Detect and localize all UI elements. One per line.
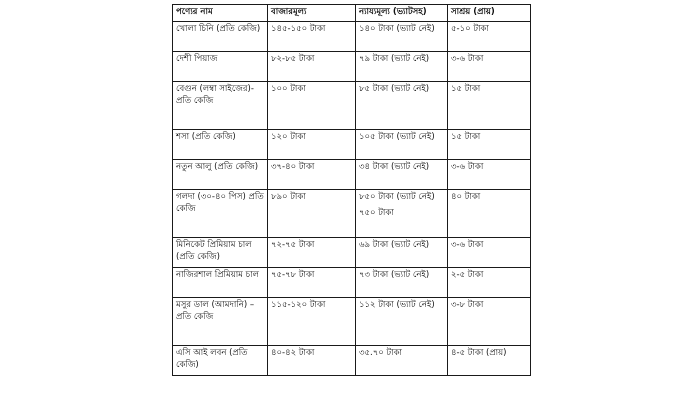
fair-price-cell	[356, 52, 448, 82]
fair-price-line: ৭৫০ টাকা	[359, 208, 394, 218]
fair-price-line: ৩৫.৭০ টাকা	[359, 348, 403, 358]
market-price-cell: ১৪৫-১৫০ টাকা	[268, 22, 356, 52]
fair-price-line: ৩৪ টাকা (ভ্যাট নেই)	[359, 162, 430, 172]
product-cell: দেশী পিয়াজ	[173, 52, 268, 82]
table-header-row	[173, 5, 531, 22]
fair-price-line: ৬৯ টাকা (ভ্যাট নেই)	[359, 240, 430, 250]
market-price-cell: ৮২-৮৫ টাকা	[268, 52, 356, 82]
table-row	[173, 160, 531, 190]
fair-price-cell	[356, 298, 448, 346]
table-row	[173, 190, 531, 238]
saving-cell: ২-৫ টাকা	[448, 268, 531, 298]
saving-cell: ৪-৫ টাকা (প্রায়)	[448, 346, 531, 376]
fair-price-cell	[356, 190, 448, 238]
product-cell: মসুর ডাল (আমদানি) – প্রতি কেজি	[173, 298, 268, 346]
fair-price-cell	[356, 130, 448, 160]
table-row	[173, 52, 531, 82]
fair-price-line: ১০৫ টাকা (ভ্যাট নেই)	[359, 132, 435, 142]
table-row	[173, 238, 531, 268]
product-cell: খোলা চিনি (প্রতি কেজি)	[173, 22, 268, 52]
fair-price-line: ৭৩ টাকা (ভ্যাট নেই)	[359, 270, 430, 280]
saving-cell: ৩-৬ টাকা	[448, 238, 531, 268]
market-price-cell: ৭২-৭৫ টাকা	[268, 238, 356, 268]
saving-cell: ১৫ টাকা	[448, 82, 531, 130]
product-cell: শসা (প্রতি কেজি)	[173, 130, 268, 160]
table-row	[173, 346, 531, 376]
fair-price-line: ৮৫০ টাকা (ভ্যাট নেই)	[359, 192, 435, 202]
market-price-cell: ১১৫-১২০ টাকা	[268, 298, 356, 346]
product-cell: মিনিকেট প্রিমিয়াম চাল (প্রতি কেজি)	[173, 238, 268, 268]
header-saving: সাশ্রয় (প্রায়)	[448, 5, 531, 22]
table-row	[173, 130, 531, 160]
fair-price-cell	[356, 268, 448, 298]
header-market-price: বাজারমূল্য	[268, 5, 356, 22]
market-price-cell: ১২০ টাকা	[268, 130, 356, 160]
market-price-cell: ৪০-৪২ টাকা	[268, 346, 356, 376]
product-cell: নাজিরশাল প্রিমিয়াম চাল	[173, 268, 268, 298]
product-cell: এসি আই লবন (প্রতি কেজি)	[173, 346, 268, 376]
saving-cell: ১৫ টাকা	[448, 130, 531, 160]
saving-cell: ৩-৬ টাকা	[448, 160, 531, 190]
market-price-cell: ১০০ টাকা	[268, 82, 356, 130]
fair-price-line: ১৪০ টাকা (ভ্যাট নেই)	[359, 24, 435, 34]
fair-price-cell	[356, 82, 448, 130]
fair-price-cell	[356, 160, 448, 190]
market-price-cell: ৮৯০ টাকা	[268, 190, 356, 238]
fair-price-cell	[356, 22, 448, 52]
saving-cell: ৪০ টাকা	[448, 190, 531, 238]
header-fair-price: ন্যায্যমূল্য (ভ্যাটসহ)	[356, 5, 448, 22]
header-product: পণ্যের নাম	[173, 5, 268, 22]
price-comparison-table	[172, 4, 531, 376]
saving-cell: ৩-৮ টাকা	[448, 298, 531, 346]
saving-cell: ৫-১০ টাকা	[448, 22, 531, 52]
fair-price-line: ৮৫ টাকা (ভ্যাট নেই)	[359, 84, 430, 94]
product-cell: বেগুন (লম্বা সাইজের)- প্রতি কেজি	[173, 82, 268, 130]
saving-cell: ৩-৬ টাকা	[448, 52, 531, 82]
market-price-cell: ৭৫-৭৮ টাকা	[268, 268, 356, 298]
fair-price-line: ১১২ টাকা (ভ্যাট নেই)	[359, 300, 435, 310]
market-price-cell: ৩৭-৪০ টাকা	[268, 160, 356, 190]
table-row	[173, 22, 531, 52]
table-row	[173, 82, 531, 130]
fair-price-cell	[356, 346, 448, 376]
fair-price-line: ৭৯ টাকা (ভ্যাট নেই)	[359, 54, 430, 64]
table-row	[173, 268, 531, 298]
table-row	[173, 298, 531, 346]
product-cell: নতুন আলু (প্রতি কেজি)	[173, 160, 268, 190]
fair-price-cell	[356, 238, 448, 268]
product-cell: গলদা (৩০-৪০ পিস) প্রতি কেজি	[173, 190, 268, 238]
